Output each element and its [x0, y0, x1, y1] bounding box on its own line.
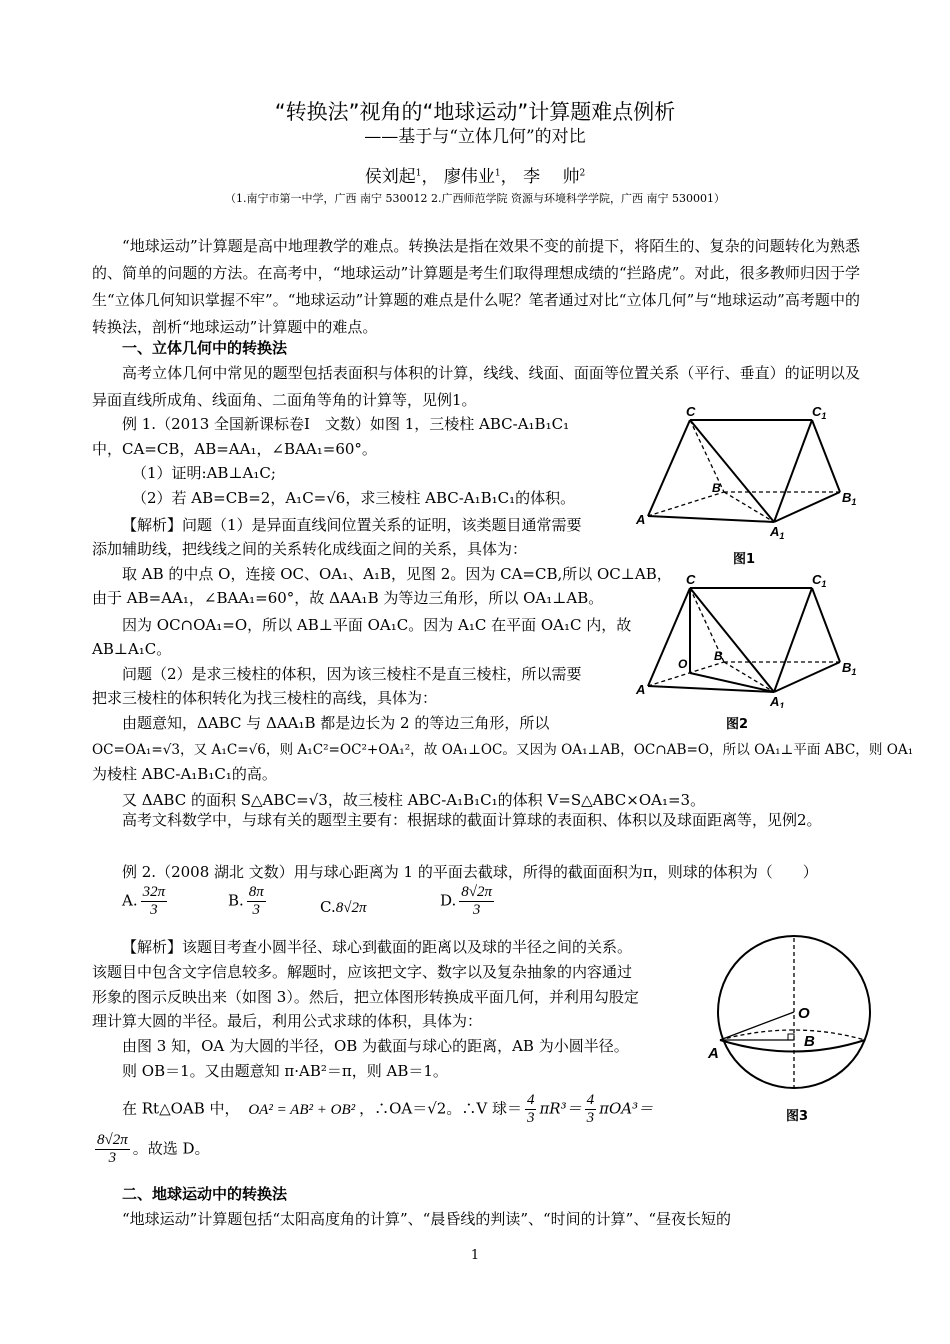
solution-line: 理计算大圆的半径。最后，利用公式求球的体积，具体为： [92, 1012, 483, 1030]
solution-line: 该题目中包含文字信息较多。解题时，应该把文字、数字以及复杂抽象的内容通过 [92, 963, 633, 981]
figure-3-caption: 图3 [786, 1109, 809, 1124]
page-number: 1 [470, 1248, 480, 1263]
answer-option-c: C.8√2π [320, 898, 367, 916]
figure-2-prism [628, 568, 868, 708]
solution-line: OC=OA₁=√3，又 A₁C=√6，则 A₁C²=OC²+OA₁²，故 OA₁⊥OC。又因为 OA₁⊥AB，OC∩AB=O，所以 OA₁⊥平面 ABC，则 OA₁ [92, 742, 914, 758]
solution-line: 则 OB＝1。又由题意知 π·AB²＝π，则 AB＝1。 [122, 1062, 448, 1080]
vertex-label-b1: $B_1$ [842, 660, 857, 677]
example1-question: （2）若 AB=CB=2，A₁C=√6，求三棱柱 ABC-A₁B₁C₁的体积。 [132, 489, 576, 507]
solution-line: 形象的图示反映出来（如图 3）。然后，把立体图形转换成平面几何，并利用勾股定 [92, 988, 639, 1006]
vertex-label-c: C [686, 572, 696, 587]
point-label-b: B [804, 1033, 815, 1050]
figure-1-caption: 图1 [733, 552, 756, 567]
vertex-label-c: C [686, 404, 696, 419]
example1-line: 例 1.（2013 全国新课标卷Ⅰ 文数）如图 1，三棱柱 ABC-A₁B₁C₁ [122, 415, 570, 433]
solution-final-line: $\frac{8√2\pi}{3}$ 。故选 D。 [97, 1132, 210, 1166]
vertex-label-b1: $B_1$ [842, 490, 857, 507]
answer-option-a: A. $\frac{32\pi}{3}$ [122, 884, 166, 918]
author-name: 侯刘起 [364, 167, 416, 187]
author-affil-mark: 1 [415, 168, 422, 179]
author-list: 侯刘起$^1$， 廖伟业$^1$， 李 帅$^2$ [364, 167, 586, 187]
paper-title: “转换法”视角的“地球运动”计算题难点例析 [274, 100, 676, 124]
solution-line: 把求三棱柱的体积转化为找三棱柱的高线，具体为： [92, 689, 438, 707]
figure-1-prism [628, 400, 868, 540]
solution-line: 由题意知，ΔABC 与 ΔAA₁B 都是边长为 2 的等边三角形，所以 [122, 714, 550, 732]
vertex-label-a1: $A_1$ [770, 694, 785, 708]
figure-2-caption: 图2 [726, 717, 749, 732]
solution-formula-line: 在 Rt△OAB 中， OA² = AB² + OB² ，∴OA＝√2。∴V 球＝ $\frac{4}{3}$ πR³＝ $\frac{4}{3}$ πOA³＝ [122, 1092, 654, 1126]
vertex-label-a1: $A_1$ [770, 524, 785, 540]
author-name: 李 帅 [523, 167, 580, 187]
solution-line: 又 ΔABC 的面积 S△ABC=√3，故三棱柱 ABC-A₁B₁C₁的体积 V=S△ABC×OA₁=3。 [122, 791, 706, 809]
section1-intro-paragraph: 高考立体几何中常见的题型包括表面积与体积的计算，线线、线面、面面等位置关系（平行、垂直）的证明以及异面直线所成角、线面角、二面角等角的计算等，见例1。 [92, 364, 860, 409]
point-label-a: A [708, 1045, 719, 1062]
solution-line: 为棱柱 ABC-A₁B₁C₁的高。 [92, 765, 277, 783]
example1-question: （1）证明:AB⊥A₁C; [132, 464, 276, 482]
section-heading: 一、立体几何中的转换法 [122, 339, 288, 357]
author-name: 廖伟业 [443, 167, 495, 187]
example1-line: 中，CA=CB，AB=AA₁，∠BAA₁=60°。 [92, 440, 377, 458]
figure-3-sphere [700, 928, 880, 1103]
answer-option-d: D. $\frac{8√2\pi}{3}$ [440, 884, 493, 918]
solution-line: 由图 3 知，OA 为大圆的半径，OB 为截面与球心的距离，AB 为小圆半径。 [122, 1037, 629, 1055]
section-heading: 二、地球运动中的转换法 [122, 1185, 288, 1203]
intro-paragraph: “地球运动”计算题是高中地理教学的难点。转换法是指在效果不变的前提下，将陌生的、复杂的问题转化为熟悉的、简单的问题的方法。在高考中，“地球运动”计算题是考生们取得理想成绩的“拦路虎”。对此，很多教师归因于学生“立体几何知识掌握不牢”。“地球运动”计算题的难点是什么呢？笔者通过对比“立体几何”与“地球运动”高考题中的转换法，剖析“地球运动”计算题中的难点。 [92, 237, 860, 336]
solution-line: 【解析】该题目考查小圆半径、球心到截面的距离以及球的半径之间的关系。 [122, 938, 633, 956]
solution-line: 添加辅助线，把线线之间的关系转化成线面之间的关系，具体为： [92, 540, 528, 558]
section2-paragraph: “地球运动”计算题包括“太阳高度角的计算”、“晨昏线的判读”、“时间的计算”、“昼夜长短的 [122, 1210, 732, 1228]
solution-line: 由于 AB=AA₁，∠BAA₁=60°，故 ΔAA₁B 为等边三角形，所以 OA₁⊥AB。 [92, 589, 604, 607]
vertex-label-o: O [678, 657, 688, 671]
vertex-label-a: A [636, 682, 646, 697]
solution-line: 取 AB 的中点 O，连接 OC、OA₁、A₁B，见图 2。因为 CA=CB,所以 OC⊥AB， [122, 565, 672, 583]
solution-line: AB⊥A₁C。 [92, 640, 172, 658]
answer-option-b: B. $\frac{8\pi}{3}$ [228, 884, 264, 918]
vertex-label-c1: $C_1$ [812, 404, 827, 421]
vertex-label-c1: $C_1$ [812, 572, 827, 589]
point-label-o: O [798, 1005, 810, 1022]
vertex-label-b: B [714, 649, 723, 663]
author-affil-mark: 1 [494, 168, 501, 179]
paper-subtitle: ——基于与“立体几何”的对比 [364, 127, 586, 147]
example2-line: 例 2.（2008 湖北 文数）用与球心距离为 1 的平面去截球，所得的截面面积为π，则球的体积为（ ） [122, 863, 818, 881]
solution-line: 问题（2）是求三棱柱的体积，因为该三棱柱不是直三棱柱，所以需要 [122, 665, 582, 683]
author-affil-mark: 2 [579, 168, 586, 179]
solution-line: 【解析】问题（1）是异面直线间位置关系的证明，该类题目通常需要 [122, 516, 582, 534]
paragraph: 高考文科数学中，与球有关的题型主要有：根据球的截面计算球的表面积、体积以及球面距离等，见例2。 [122, 811, 822, 829]
solution-line: 因为 OC∩OA₁=O，所以 AB⊥平面 OA₁C。因为 A₁C 在平面 OA₁C 内，故 [122, 616, 632, 634]
vertex-label-b: B [712, 481, 721, 495]
vertex-label-a: A [636, 512, 646, 527]
affiliation: （1.南宁市第一中学，广西 南宁 530012 2.广西师范学院 资源与环境科学学院，广西 南宁 530001） [225, 192, 725, 205]
